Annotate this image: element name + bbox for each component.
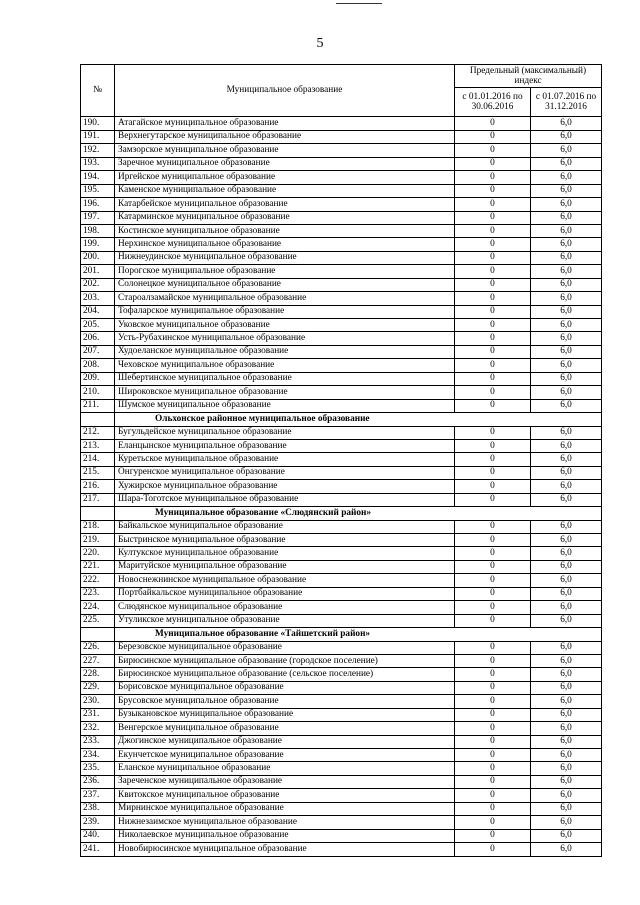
row-municipality: Тофаларское муниципальное образование: [115, 305, 455, 318]
row-municipality: Худоеланское муниципальное образование: [115, 345, 455, 358]
table-row: [81, 251, 602, 264]
section-title: Муниципальное образование «Слюдянский район»: [115, 507, 602, 520]
row-index-period-2: 6,0: [531, 749, 602, 762]
row-number: 214.: [81, 453, 115, 466]
row-number: 205.: [81, 319, 115, 332]
row-number: 220.: [81, 547, 115, 560]
row-municipality: Бирюсинское муниципальное образование (сельское поселение): [115, 668, 455, 681]
table-row: [81, 171, 602, 184]
row-index-period-2: 6,0: [531, 534, 602, 547]
row-index-period-2: 6,0: [531, 654, 602, 667]
row-municipality: Уковское муниципальное образование: [115, 319, 455, 332]
row-index-period-2: 6,0: [531, 735, 602, 748]
row-index-period-2: 6,0: [531, 319, 602, 332]
row-index-period-1: 0: [455, 292, 531, 305]
table-row: [81, 802, 602, 815]
row-number: 219.: [81, 534, 115, 547]
row-number: 200.: [81, 251, 115, 264]
row-index-period-1: 0: [455, 372, 531, 385]
table-row: [81, 775, 602, 788]
row-index-period-1: 0: [455, 802, 531, 815]
row-index-period-2: 6,0: [531, 305, 602, 318]
row-number: 229.: [81, 681, 115, 694]
header-period-2: с 01.07.2016 по 31.12.2016: [531, 88, 602, 117]
row-number: 198.: [81, 224, 115, 237]
row-index-period-2: 6,0: [531, 493, 602, 506]
row-number: 233.: [81, 735, 115, 748]
table-row: [81, 184, 602, 197]
row-index-period-1: 0: [455, 198, 531, 211]
row-municipality: Замзорское муниципальное образование: [115, 144, 455, 157]
row-municipality: Чеховское муниципальное образование: [115, 359, 455, 372]
row-municipality: Катарбейское муниципальное образование: [115, 198, 455, 211]
section-row: [81, 507, 602, 520]
row-index-period-2: 6,0: [531, 117, 602, 130]
section-number-cell: [81, 413, 115, 426]
row-index-period-2: 6,0: [531, 668, 602, 681]
row-index-period-1: 0: [455, 762, 531, 775]
table-row: [81, 305, 602, 318]
table-row: [81, 493, 602, 506]
table-row: [81, 399, 602, 412]
row-number: 210.: [81, 386, 115, 399]
row-municipality: Атагайское муниципальное образование: [115, 117, 455, 130]
row-number: 221.: [81, 560, 115, 573]
table-row: [81, 372, 602, 385]
row-municipality: Шумское муниципальное образование: [115, 399, 455, 412]
row-index-period-1: 0: [455, 601, 531, 614]
row-number: 196.: [81, 198, 115, 211]
row-number: 203.: [81, 292, 115, 305]
row-index-period-1: 0: [455, 480, 531, 493]
table-row: [81, 816, 602, 829]
row-index-period-2: 6,0: [531, 614, 602, 627]
row-municipality: Заречное муниципальное образование: [115, 157, 455, 170]
row-index-period-1: 0: [455, 789, 531, 802]
row-index-period-1: 0: [455, 587, 531, 600]
row-index-period-1: 0: [455, 695, 531, 708]
row-index-period-1: 0: [455, 520, 531, 533]
table-row: [81, 386, 602, 399]
row-number: 218.: [81, 520, 115, 533]
row-municipality: Зареченское муниципальное образование: [115, 775, 455, 788]
row-index-period-1: 0: [455, 493, 531, 506]
row-index-period-1: 0: [455, 224, 531, 237]
row-index-period-1: 0: [455, 466, 531, 479]
row-index-period-1: 0: [455, 305, 531, 318]
row-index-period-2: 6,0: [531, 816, 602, 829]
row-index-period-1: 0: [455, 614, 531, 627]
row-municipality: Байкальское муниципальное образование: [115, 520, 455, 533]
row-index-period-2: 6,0: [531, 332, 602, 345]
row-index-period-2: 6,0: [531, 829, 602, 842]
section-number-cell: [81, 507, 115, 520]
row-index-period-2: 6,0: [531, 520, 602, 533]
table-row: [81, 359, 602, 372]
row-index-period-2: 6,0: [531, 560, 602, 573]
row-municipality: Култукское муниципальное образование: [115, 547, 455, 560]
row-index-period-2: 6,0: [531, 278, 602, 291]
row-municipality: Маритуйское муниципальное образование: [115, 560, 455, 573]
row-index-period-1: 0: [455, 332, 531, 345]
row-municipality: Иргейское муниципальное образование: [115, 171, 455, 184]
row-municipality: Усть-Рубахинское муниципальное образование: [115, 332, 455, 345]
row-municipality: Катарминское муниципальное образование: [115, 211, 455, 224]
table-row: [81, 426, 602, 439]
row-index-period-2: 6,0: [531, 292, 602, 305]
table-row: [81, 520, 602, 533]
header-municipality: Муниципальное образование: [115, 65, 455, 117]
row-municipality: Бузыкановское муниципальное образование: [115, 708, 455, 721]
row-number: 194.: [81, 171, 115, 184]
table-row: [81, 695, 602, 708]
row-municipality: Борисовское муниципальное образование: [115, 681, 455, 694]
index-table: [80, 64, 602, 857]
row-index-period-2: 6,0: [531, 453, 602, 466]
table-row: [81, 238, 602, 251]
row-municipality: Бирюсинское муниципальное образование (городское поселение): [115, 654, 455, 667]
row-index-period-1: 0: [455, 574, 531, 587]
header-max-index: Предельный (максимальный) индекс: [455, 65, 602, 88]
table-row: [81, 668, 602, 681]
table-row: [81, 749, 602, 762]
row-municipality: Портбайкальское муниципальное образование: [115, 587, 455, 600]
table-row: [81, 735, 602, 748]
section-title: Муниципальное образование «Тайшетский район»: [115, 628, 602, 641]
row-municipality: Верхнегутарское муниципальное образование: [115, 130, 455, 143]
row-index-period-1: 0: [455, 157, 531, 170]
row-index-period-1: 0: [455, 439, 531, 452]
row-number: 224.: [81, 601, 115, 614]
row-index-period-1: 0: [455, 319, 531, 332]
row-index-period-1: 0: [455, 749, 531, 762]
table-row: [81, 224, 602, 237]
row-number: 238.: [81, 802, 115, 815]
row-index-period-1: 0: [455, 681, 531, 694]
table-row: [81, 480, 602, 493]
row-index-period-2: 6,0: [531, 238, 602, 251]
row-number: 208.: [81, 359, 115, 372]
row-number: 211.: [81, 399, 115, 412]
row-municipality: Куретьское муниципальное образование: [115, 453, 455, 466]
row-number: 212.: [81, 426, 115, 439]
header-number: №: [81, 65, 115, 117]
row-municipality: Березовское муниципальное образование: [115, 641, 455, 654]
row-index-period-1: 0: [455, 654, 531, 667]
section-title: Ольхонское районное муниципальное образование: [115, 413, 602, 426]
table-row: [81, 130, 602, 143]
table-row: [81, 574, 602, 587]
table-row: [81, 453, 602, 466]
row-index-period-1: 0: [455, 843, 531, 856]
row-index-period-1: 0: [455, 171, 531, 184]
table-row: [81, 211, 602, 224]
row-number: 215.: [81, 466, 115, 479]
row-index-period-2: 6,0: [531, 439, 602, 452]
table-row: [81, 601, 602, 614]
row-number: 232.: [81, 722, 115, 735]
table-row: [81, 654, 602, 667]
row-number: 199.: [81, 238, 115, 251]
row-municipality: Утуликское муниципальное образование: [115, 614, 455, 627]
row-number: 223.: [81, 587, 115, 600]
row-municipality: Мирнинское муниципальное образование: [115, 802, 455, 815]
row-index-period-2: 6,0: [531, 641, 602, 654]
row-number: 231.: [81, 708, 115, 721]
row-index-period-1: 0: [455, 641, 531, 654]
table-row: [81, 198, 602, 211]
row-municipality: Екунчетское муниципальное образование: [115, 749, 455, 762]
row-municipality: Венгерское муниципальное образование: [115, 722, 455, 735]
row-number: 209.: [81, 372, 115, 385]
row-number: 201.: [81, 265, 115, 278]
row-number: 206.: [81, 332, 115, 345]
row-index-period-2: 6,0: [531, 144, 602, 157]
row-number: 222.: [81, 574, 115, 587]
row-index-period-2: 6,0: [531, 224, 602, 237]
row-index-period-1: 0: [455, 829, 531, 842]
row-index-period-1: 0: [455, 534, 531, 547]
row-index-period-1: 0: [455, 560, 531, 573]
row-index-period-1: 0: [455, 238, 531, 251]
row-index-period-1: 0: [455, 426, 531, 439]
row-number: 226.: [81, 641, 115, 654]
row-index-period-1: 0: [455, 735, 531, 748]
table-row: [81, 265, 602, 278]
table-row: [81, 843, 602, 856]
row-number: 236.: [81, 775, 115, 788]
row-index-period-1: 0: [455, 399, 531, 412]
row-number: 237.: [81, 789, 115, 802]
row-index-period-1: 0: [455, 668, 531, 681]
row-municipality: Нерхинское муниципальное образование: [115, 238, 455, 251]
row-municipality: Новоснежнинское муниципальное образование: [115, 574, 455, 587]
row-municipality: Новобирюсинское муниципальное образование: [115, 843, 455, 856]
row-index-period-1: 0: [455, 386, 531, 399]
row-number: 235.: [81, 762, 115, 775]
table-row: [81, 681, 602, 694]
row-index-period-2: 6,0: [531, 695, 602, 708]
table-row: [81, 534, 602, 547]
row-number: 217.: [81, 493, 115, 506]
row-index-period-1: 0: [455, 278, 531, 291]
table-row: [81, 117, 602, 130]
row-municipality: Слюдянское муниципальное образование: [115, 601, 455, 614]
row-index-period-2: 6,0: [531, 426, 602, 439]
row-index-period-2: 6,0: [531, 789, 602, 802]
row-index-period-1: 0: [455, 265, 531, 278]
row-number: 195.: [81, 184, 115, 197]
row-number: 228.: [81, 668, 115, 681]
row-municipality: Квитокское муниципальное образование: [115, 789, 455, 802]
row-index-period-2: 6,0: [531, 198, 602, 211]
row-number: 193.: [81, 157, 115, 170]
row-index-period-2: 6,0: [531, 762, 602, 775]
row-index-period-2: 6,0: [531, 211, 602, 224]
row-index-period-2: 6,0: [531, 251, 602, 264]
table-row: [81, 547, 602, 560]
row-index-period-1: 0: [455, 251, 531, 264]
row-number: 216.: [81, 480, 115, 493]
row-index-period-1: 0: [455, 211, 531, 224]
row-index-period-2: 6,0: [531, 722, 602, 735]
table-row: [81, 722, 602, 735]
row-municipality: Шебертинское муниципальное образование: [115, 372, 455, 385]
row-number: 213.: [81, 439, 115, 452]
row-index-period-2: 6,0: [531, 574, 602, 587]
row-index-period-1: 0: [455, 117, 531, 130]
row-municipality: Каменское муниципальное образование: [115, 184, 455, 197]
row-index-period-2: 6,0: [531, 547, 602, 560]
row-number: 190.: [81, 117, 115, 130]
row-index-period-2: 6,0: [531, 843, 602, 856]
row-index-period-1: 0: [455, 345, 531, 358]
row-municipality: Староалзамайское муниципальное образование: [115, 292, 455, 305]
row-index-period-1: 0: [455, 722, 531, 735]
table-row: [81, 466, 602, 479]
row-number: 202.: [81, 278, 115, 291]
table-row: [81, 708, 602, 721]
row-municipality: Костинское муниципальное образование: [115, 224, 455, 237]
row-index-period-2: 6,0: [531, 802, 602, 815]
row-index-period-2: 6,0: [531, 681, 602, 694]
row-index-period-2: 6,0: [531, 399, 602, 412]
top-rule: [336, 3, 382, 4]
row-municipality: Еланцынское муниципальное образование: [115, 439, 455, 452]
row-number: 192.: [81, 144, 115, 157]
row-municipality: Нижнезаимское муниципальное образование: [115, 816, 455, 829]
table-row: [81, 144, 602, 157]
row-number: 227.: [81, 654, 115, 667]
row-index-period-1: 0: [455, 775, 531, 788]
row-index-period-1: 0: [455, 144, 531, 157]
row-index-period-2: 6,0: [531, 345, 602, 358]
page-number: 5: [316, 36, 324, 51]
row-index-period-1: 0: [455, 708, 531, 721]
row-number: 234.: [81, 749, 115, 762]
row-index-period-2: 6,0: [531, 466, 602, 479]
table-row: [81, 789, 602, 802]
table-row: [81, 829, 602, 842]
row-index-period-2: 6,0: [531, 171, 602, 184]
row-index-period-1: 0: [455, 359, 531, 372]
row-municipality: Бугульдейское муниципальное образование: [115, 426, 455, 439]
row-number: 197.: [81, 211, 115, 224]
row-number: 191.: [81, 130, 115, 143]
row-municipality: Порогское муниципальное образование: [115, 265, 455, 278]
row-index-period-2: 6,0: [531, 386, 602, 399]
row-municipality: Нижнеудинское муниципальное образование: [115, 251, 455, 264]
row-index-period-2: 6,0: [531, 359, 602, 372]
table-row: [81, 614, 602, 627]
row-index-period-2: 6,0: [531, 130, 602, 143]
table-row: [81, 641, 602, 654]
row-index-period-2: 6,0: [531, 265, 602, 278]
table-row: [81, 292, 602, 305]
row-number: 240.: [81, 829, 115, 842]
section-number-cell: [81, 628, 115, 641]
row-index-period-2: 6,0: [531, 775, 602, 788]
table-row: [81, 762, 602, 775]
row-number: 239.: [81, 816, 115, 829]
row-index-period-2: 6,0: [531, 184, 602, 197]
row-number: 207.: [81, 345, 115, 358]
row-number: 230.: [81, 695, 115, 708]
row-index-period-2: 6,0: [531, 480, 602, 493]
row-municipality: Быстринское муниципальное образование: [115, 534, 455, 547]
row-municipality: Еланское муниципальное образование: [115, 762, 455, 775]
row-number: 204.: [81, 305, 115, 318]
table-row: [81, 319, 602, 332]
header-period-1: с 01.01.2016 по 30.06.2016: [455, 88, 531, 117]
table-row: [81, 157, 602, 170]
row-municipality: Широковское муниципальное образование: [115, 386, 455, 399]
row-municipality: Онгуренское муниципальное образование: [115, 466, 455, 479]
table-row: [81, 332, 602, 345]
row-index-period-2: 6,0: [531, 372, 602, 385]
table-row: [81, 560, 602, 573]
table-row: [81, 345, 602, 358]
row-index-period-2: 6,0: [531, 587, 602, 600]
row-index-period-2: 6,0: [531, 601, 602, 614]
row-number: 225.: [81, 614, 115, 627]
row-municipality: Хужирское муниципальное образование: [115, 480, 455, 493]
row-municipality: Джогинское муниципальное образование: [115, 735, 455, 748]
table-row: [81, 439, 602, 452]
row-municipality: Брусовское муниципальное образование: [115, 695, 455, 708]
row-index-period-2: 6,0: [531, 708, 602, 721]
table-row: [81, 278, 602, 291]
row-municipality: Солонецкое муниципальное образование: [115, 278, 455, 291]
table-body: [81, 117, 602, 856]
row-index-period-1: 0: [455, 816, 531, 829]
section-row: [81, 628, 602, 641]
row-number: 241.: [81, 843, 115, 856]
row-municipality: Шара-Тоготское муниципальное образование: [115, 493, 455, 506]
section-row: [81, 413, 602, 426]
row-index-period-2: 6,0: [531, 157, 602, 170]
row-index-period-1: 0: [455, 130, 531, 143]
row-index-period-1: 0: [455, 184, 531, 197]
row-index-period-1: 0: [455, 453, 531, 466]
row-index-period-1: 0: [455, 547, 531, 560]
table-row: [81, 587, 602, 600]
row-municipality: Николаевское муниципальное образование: [115, 829, 455, 842]
